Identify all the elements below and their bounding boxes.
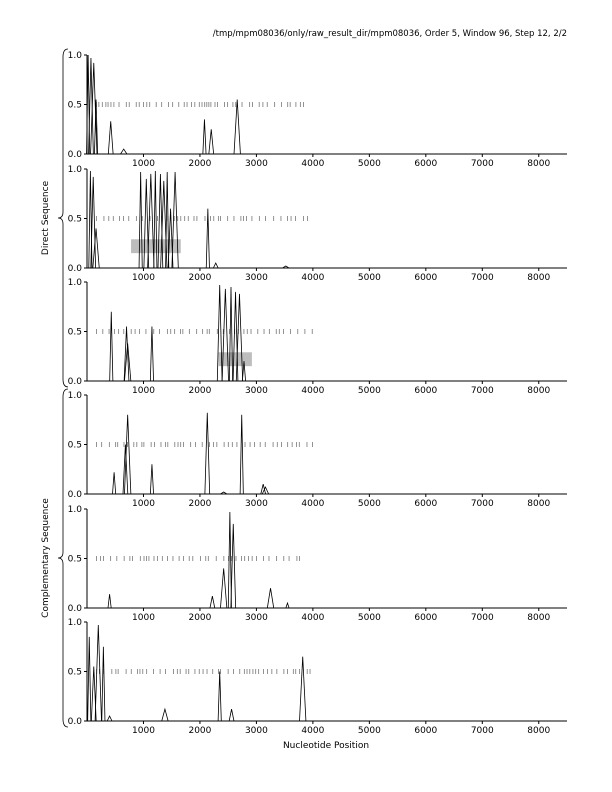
x-tick-label: 5000 [357,726,381,736]
peak [166,172,169,268]
x-tick-label: 5000 [357,159,381,169]
x-tick-label: 2000 [188,273,212,283]
x-tick-label: 2000 [188,613,212,623]
x-tick-label: 5000 [357,499,381,509]
peak [113,472,116,494]
x-tick-label: 1000 [132,499,155,509]
peak [209,129,214,154]
panel-3 [68,278,567,396]
peak [108,121,113,154]
y-tick-label: 0.5 [67,667,82,678]
y-tick-label: 1.0 [67,51,82,61]
peak [206,209,209,268]
x-tick-label: 8000 [527,159,551,169]
x-tick-label: 7000 [470,499,494,509]
highlight-region [219,352,252,366]
peak [95,625,101,721]
x-tick-label: 1000 [132,159,155,169]
x-tick-label: 4000 [301,159,325,169]
x-tick-label: 7000 [470,273,494,283]
tick-row [96,329,312,334]
tick-row [97,669,310,674]
y-tick-label: 0.0 [67,377,82,387]
x-tick-label: 5000 [357,386,381,396]
x-tick-label: 7000 [470,386,494,396]
group-2 [41,389,68,727]
panel-4 [68,391,567,509]
peak [107,716,112,721]
x-tick-label: 1000 [132,613,155,623]
y-tick-label: 0.0 [67,150,82,160]
peak [233,292,238,381]
y-tick-label: 0.0 [67,490,82,500]
peak [240,415,243,494]
x-tick-label: 3000 [244,613,268,623]
x-tick-label: 6000 [414,726,438,736]
peak [213,263,218,268]
peak [88,637,91,721]
peak [150,327,153,381]
x-tick-label: 6000 [414,613,438,623]
panel-5 [68,505,567,623]
tick-row [97,556,300,561]
y-tick-label: 1.0 [67,618,82,628]
peak [229,709,234,721]
x-tick-label: 8000 [527,613,551,623]
x-axis-label: Nucleotide Position [282,741,370,751]
x-tick-label: 7000 [470,726,494,736]
x-tick-label: 8000 [527,726,551,736]
x-tick-label: 2000 [188,726,212,736]
peak [267,588,273,608]
x-tick-label: 6000 [414,499,438,509]
peak [217,285,222,381]
panel-1 [68,51,567,169]
peak [110,312,113,381]
x-tick-label: 3000 [244,499,268,509]
y-tick-label: 0.0 [67,717,82,727]
peak [286,603,289,608]
x-tick-label: 6000 [414,273,438,283]
peak [300,657,306,721]
x-tick-label: 8000 [527,499,551,509]
peak [154,171,157,268]
y-tick-label: 0.5 [67,554,82,565]
peak [222,289,228,381]
peak [231,524,236,608]
y-tick-label: 1.0 [67,505,82,515]
highlight-region [131,239,181,253]
x-tick-label: 6000 [414,159,438,169]
x-tick-label: 4000 [301,613,325,623]
y-tick-label: 0.5 [67,327,82,338]
x-tick-label: 4000 [301,499,325,509]
y-tick-label: 0.5 [67,214,82,225]
y-tick-label: 1.0 [67,391,82,401]
y-tick-label: 1.0 [67,165,82,175]
x-tick-label: 2000 [188,159,212,169]
group-label: Complementary Sequence [41,498,51,618]
group-brace [58,389,68,727]
peak [124,415,130,494]
x-tick-label: 7000 [470,159,494,169]
peak [220,568,226,608]
x-tick-label: 2000 [188,499,212,509]
peak [203,119,206,154]
sequence-groups [41,49,68,727]
x-tick-label: 3000 [244,273,268,283]
y-tick-label: 0.5 [67,440,82,451]
y-tick-label: 1.0 [67,278,82,288]
panels [68,51,567,736]
x-tick-label: 1000 [132,726,155,736]
tick-row [96,216,307,221]
peak [121,149,127,154]
x-tick-label: 4000 [301,386,325,396]
x-tick-label: 1000 [132,273,155,283]
peak [162,709,168,721]
group-brace [58,49,68,387]
peak [139,172,142,268]
peak [93,228,99,268]
panel-6 [68,618,567,736]
x-tick-label: 6000 [414,386,438,396]
x-tick-label: 5000 [357,273,381,283]
peak [210,596,215,608]
peak [102,647,105,721]
chart-title: /tmp/mpm08036/only/raw_result_dir/mpm08036, Order 5, Window 96, Step 12, 2/2 [212,29,567,39]
x-tick-label: 3000 [244,726,268,736]
peak [205,413,210,494]
peak [108,594,111,608]
y-tick-label: 0.0 [67,604,82,614]
x-tick-label: 3000 [244,386,268,396]
group-1 [41,49,68,387]
y-tick-label: 0.5 [67,100,82,111]
x-tick-label: 8000 [527,273,551,283]
x-tick-label: 8000 [527,386,551,396]
tick-row [96,102,303,107]
group-label: Direct Sequence [41,180,51,256]
x-tick-label: 7000 [470,613,494,623]
x-tick-label: 2000 [188,386,212,396]
peak [234,100,240,154]
x-tick-label: 5000 [357,613,381,623]
x-tick-label: 4000 [301,273,325,283]
x-tick-label: 3000 [244,159,268,169]
panel-2 [68,165,567,283]
peak [150,464,153,494]
y-tick-label: 0.0 [67,264,82,274]
x-tick-label: 1000 [132,386,155,396]
x-tick-label: 4000 [301,726,325,736]
peak [229,287,232,381]
peak [218,672,221,722]
